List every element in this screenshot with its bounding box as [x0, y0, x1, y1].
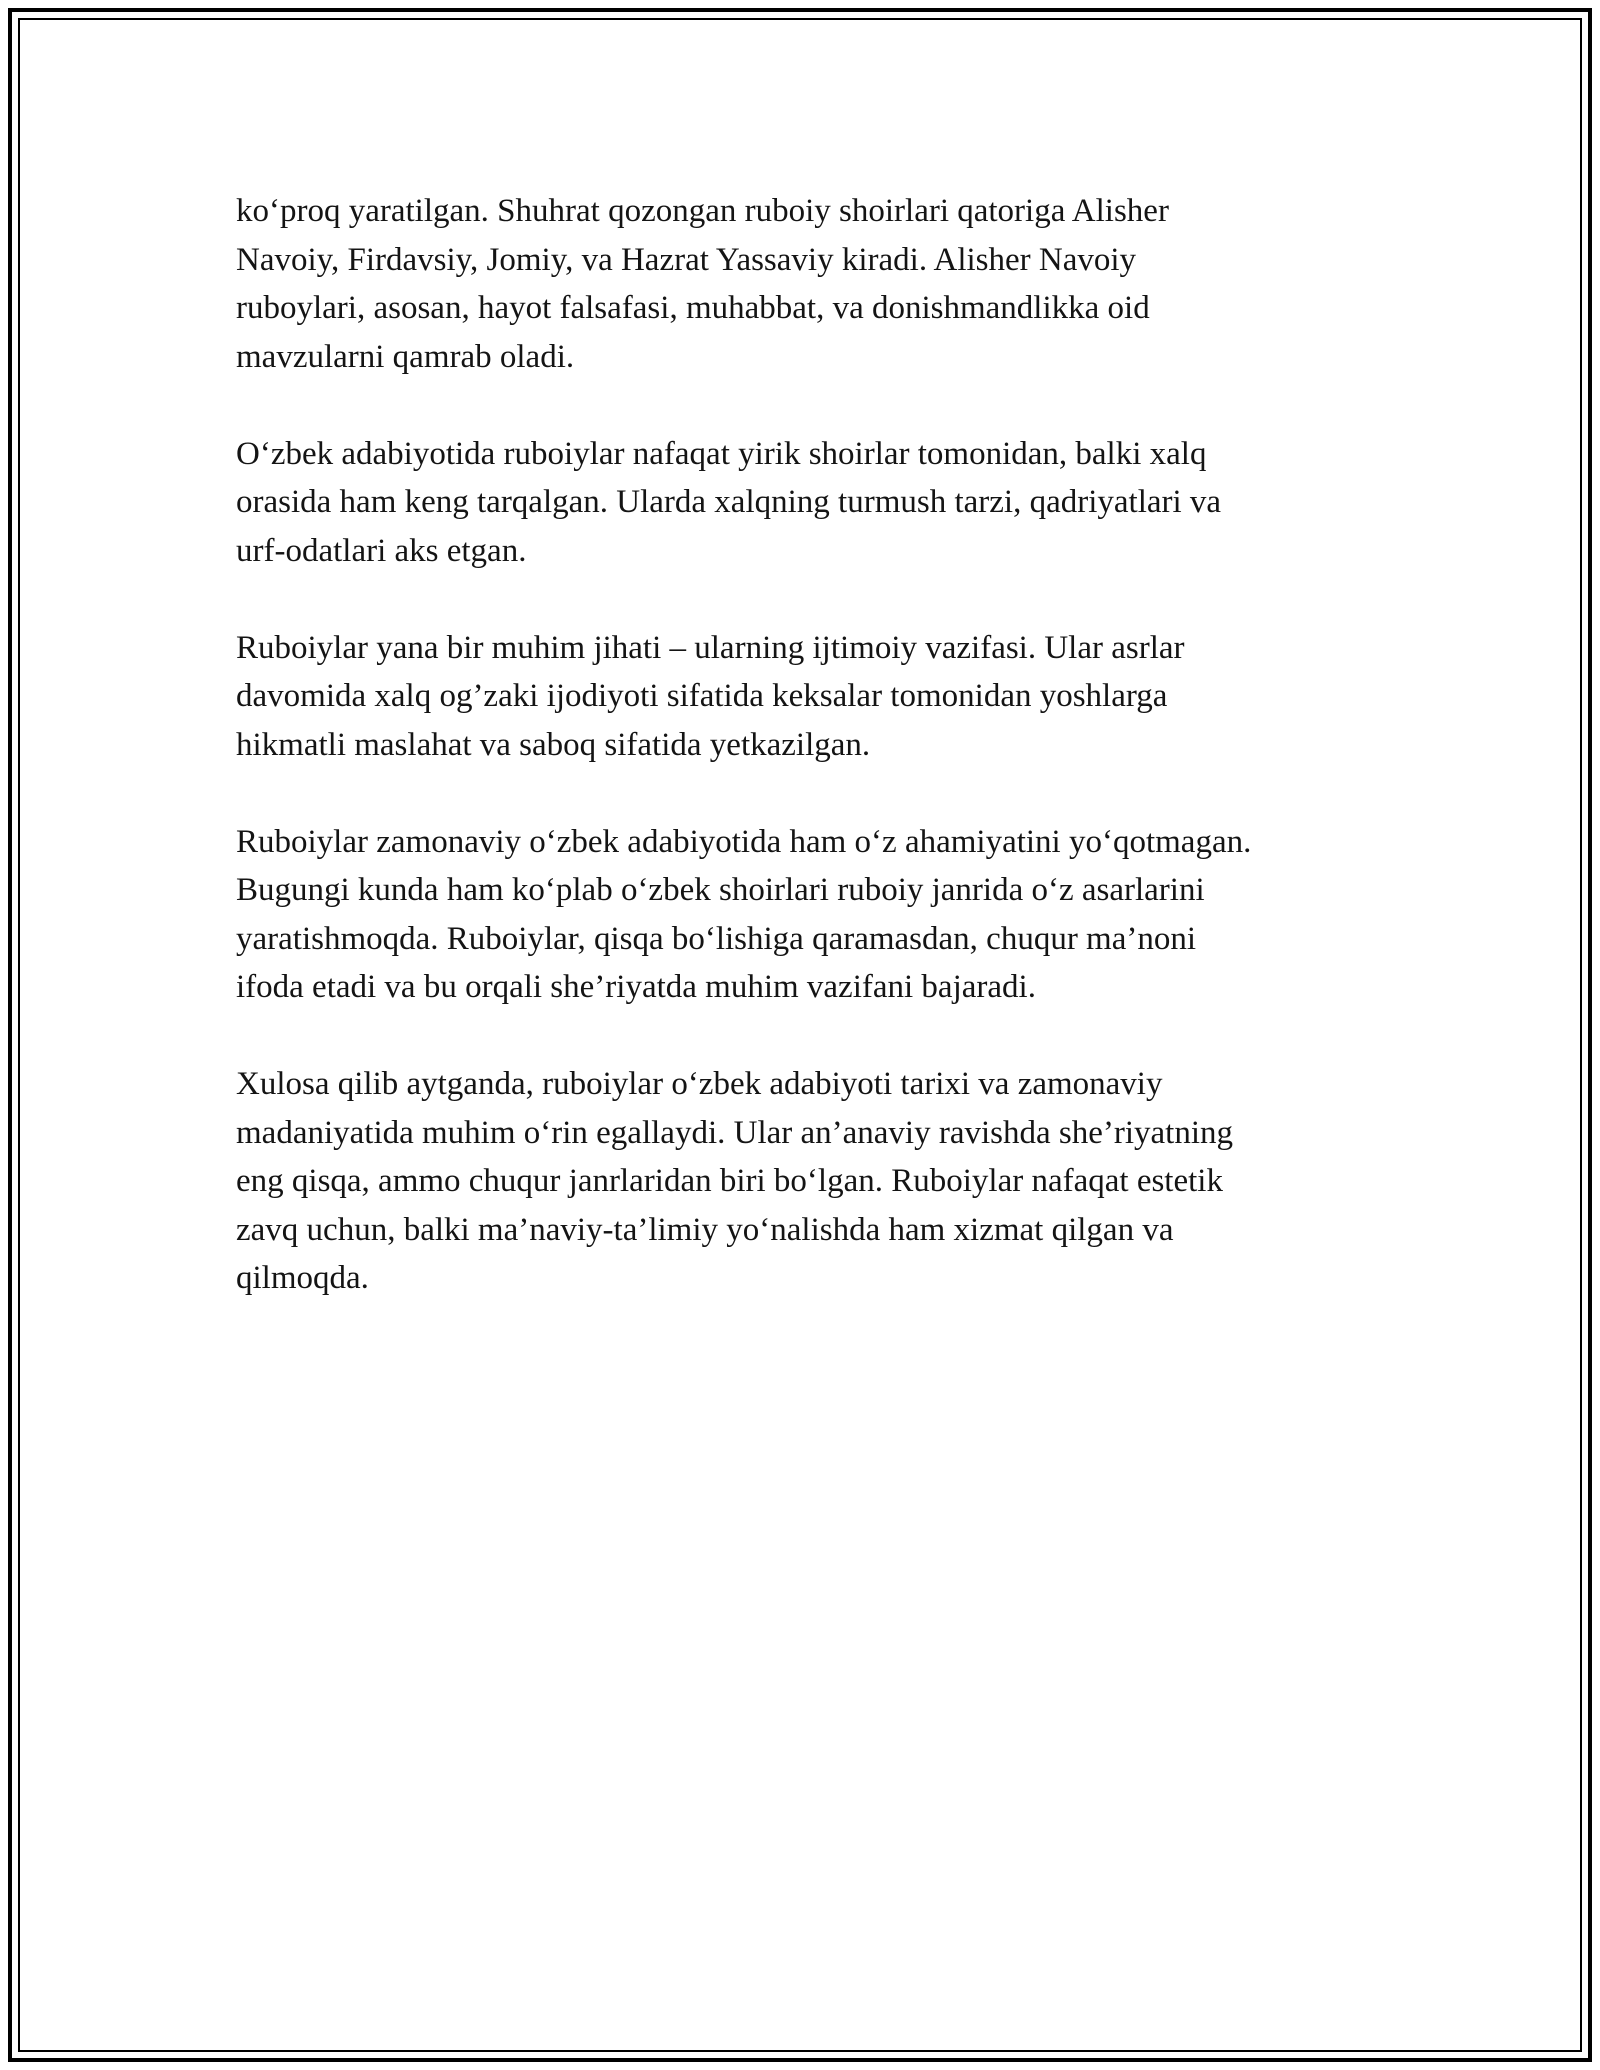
text-line: O‘zbek adabiyotida ruboiylar nafaqat yirik shoirlar tomonidan, balki xalq: [236, 435, 1207, 472]
paragraph-4: [236, 818, 1386, 1012]
document-body: [236, 187, 1386, 1351]
text-line: Bugungi kunda ham ko‘plab o‘zbek shoirlari ruboiy janrida o‘z asarlarini: [236, 872, 1205, 908]
paragraph-5: [236, 1060, 1386, 1303]
paragraph-1: [236, 187, 1386, 381]
text-line: Xulosa qilib aytganda, ruboiylar o‘zbek adabiyoti tarixi va zamonaviy: [236, 1066, 1163, 1102]
paragraph-2: [236, 430, 1386, 576]
text-line: eng qisqa, ammo chuqur janrlaridan biri bo‘lgan. Ruboiylar nafaqat estetik: [236, 1163, 1223, 1199]
text-line: Navoiy, Firdavsiy, Jomiy, va Hazrat Yassaviy kiradi. Alisher Navoiy: [236, 241, 1137, 278]
text-line: ifoda etadi va bu orqali she’riyatda muhim vazifani bajaradi.: [236, 969, 1036, 1005]
text-line: orasida ham keng tarqalgan. Ularda xalqning turmush tarzi, qadriyatlari va: [236, 484, 1222, 520]
text-line: Ruboiylar zamonaviy o‘zbek adabiyotida ham o‘z ahamiyatini yo‘qotmagan.: [236, 823, 1252, 860]
text-line: Ruboiylar yana bir muhim jihati – ularning ijtimoiy vazifasi. Ular asrlar: [236, 629, 1185, 666]
text-line: mavzularni qamrab oladi.: [236, 338, 575, 375]
text-line: davomida xalq og’zaki ijodiyoti sifatida keksalar tomonidan yoshlarga: [236, 678, 1168, 714]
text-line: qilmoqda.: [236, 1260, 369, 1296]
text-line: ruboylari, asosan, hayot falsafasi, muhabbat, va donishmandlikka oid: [236, 290, 1150, 326]
paragraph-3: [236, 624, 1386, 770]
text-line: ko‘proq yaratilgan. Shuhrat qozongan ruboiy shoirlari qatoriga Alisher: [236, 193, 1169, 229]
text-line: urf-odatlari aks etgan.: [236, 532, 527, 569]
text-line: madaniyatida muhim o‘rin egallaydi. Ular an’anaviy ravishda she’riyatning: [236, 1114, 1234, 1151]
text-line: zavq uchun, balki ma’naviy-ta’limiy yo‘nalishda ham xizmat qilgan va: [236, 1211, 1174, 1248]
text-line: hikmatli maslahat va saboq sifatida yetkazilgan.: [236, 726, 871, 763]
text-line: yaratishmoqda. Ruboiylar, qisqa bo‘lishiga qaramasdan, chuqur ma’noni: [236, 920, 1197, 957]
